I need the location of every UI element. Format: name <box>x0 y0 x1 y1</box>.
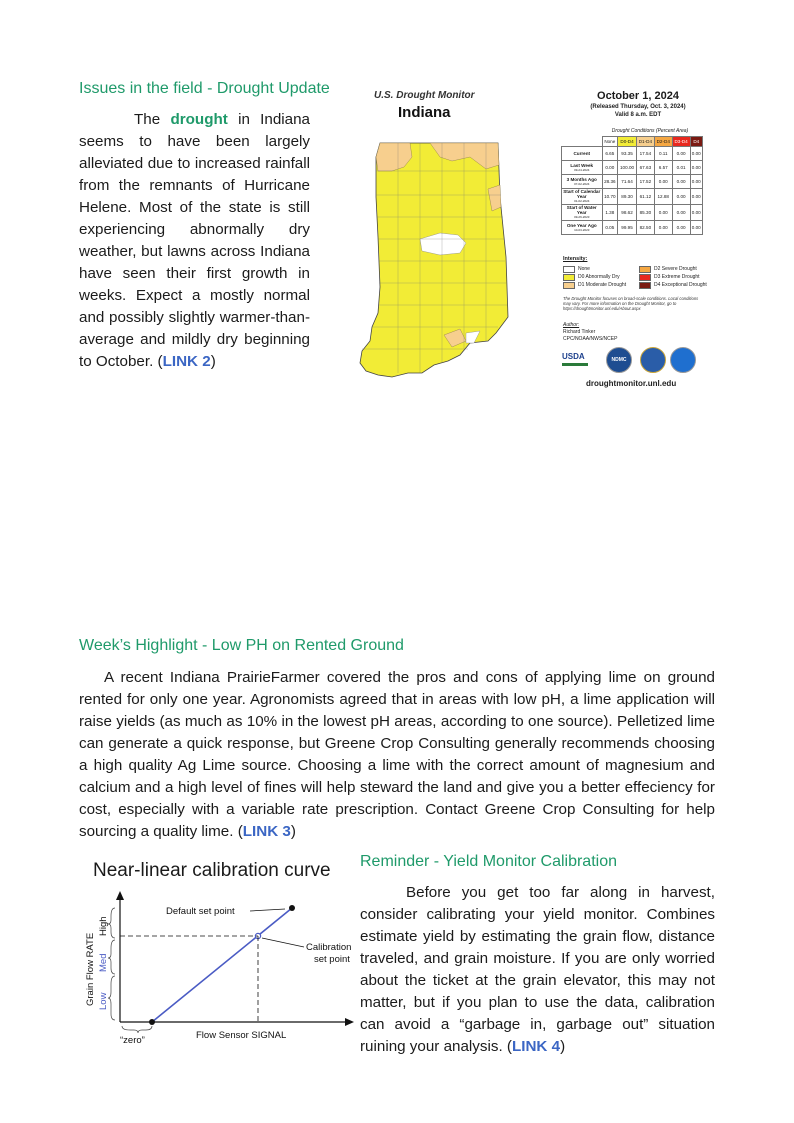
row-label: 3 Months Ago <box>566 176 597 182</box>
high-brace <box>108 908 115 938</box>
intensity-label: Intensity: <box>563 256 588 262</box>
row-label-cell <box>562 175 603 189</box>
table-cell: 6.57 <box>654 161 672 175</box>
table-cell: 0.00 <box>672 221 690 235</box>
calibration-line <box>152 908 292 1022</box>
col-header: D0-D4 <box>618 137 637 147</box>
table-cell: 100.00 <box>618 161 637 175</box>
ndmc-logo: NDMC <box>606 347 632 373</box>
y-axis-title: Grain Flow RATE <box>85 932 96 1006</box>
usda-logo-bar <box>562 363 588 366</box>
drought-monitor-source: U.S. Drought Monitor <box>374 90 475 101</box>
doc-seal-logo <box>640 347 666 373</box>
table-row <box>562 175 703 189</box>
lime-text-end: ) <box>290 823 296 840</box>
col-header: D4 <box>690 137 702 147</box>
table-cell: 0.00 <box>690 175 702 189</box>
table-cell: 99.95 <box>618 221 637 235</box>
yield-monitor-paragraph <box>360 882 715 1058</box>
row-label: Start of Calendar Year <box>563 189 601 199</box>
row-label: Current <box>573 151 591 156</box>
calibration-curve-figure <box>80 850 358 1050</box>
drought-map-released: (Released Thursday, Oct. 3, 2024) <box>590 104 686 110</box>
legend-item <box>639 265 713 273</box>
author-label: Author: <box>563 322 580 328</box>
table-cell: 0.00 <box>690 147 702 161</box>
y-low-label: Low <box>98 992 109 1010</box>
link-2[interactable]: LINK 2 <box>162 353 211 370</box>
legend-label: D4 Exceptional Drought <box>654 282 707 288</box>
drought-map-valid: Valid 8 a.m. EDT <box>614 112 662 118</box>
legend-swatch <box>563 282 575 289</box>
legend-label: None <box>578 266 590 272</box>
legend-label: D3 Extreme Drought <box>654 274 700 280</box>
table-cell: 0.00 <box>672 175 690 189</box>
zero-brace <box>122 1026 152 1033</box>
row-label: Start of Water Year <box>566 205 597 215</box>
row-label-cell <box>562 147 603 161</box>
drought-update-paragraph <box>79 109 310 373</box>
row-date: 09-26-2023 <box>574 215 590 219</box>
drought-legend <box>563 265 713 289</box>
yield-text: Before you get too far along in harvest, consider calibrating your yield monitor. Combines estimate yield by estimating the grain flow, distance traveled, and grain moisture. If you are only worried about the ticket at the grain elevator, this may not matter, but if you plan to use the data, calibration can avoid a “garbage in, garbage out” situation ruining your analysis. ( <box>360 884 715 1055</box>
calibration-label-line1: Calibration <box>306 942 352 953</box>
table-cell: 0.00 <box>654 175 672 189</box>
col-header: D3-D4 <box>672 137 690 147</box>
legend-swatch <box>563 266 575 273</box>
drought-map-state: Indiana <box>398 104 451 121</box>
default-set-point-marker <box>289 905 295 911</box>
table-cell: 89.30 <box>618 189 637 205</box>
table-cell: 0.00 <box>690 161 702 175</box>
drought-update-heading: Issues in the field - Drought Update <box>79 80 330 97</box>
table-cell: 61.12 <box>636 189 654 205</box>
table-cell: 0.00 <box>602 161 618 175</box>
col-header: D1-D4 <box>636 137 654 147</box>
y-axis-arrow <box>116 891 124 900</box>
legend-label: D0 Abnormally Dry <box>578 274 620 280</box>
table-corner <box>562 137 603 147</box>
table-cell: 82.50 <box>636 221 654 235</box>
table-cell: 0.11 <box>654 147 672 161</box>
legend-label: D2 Severe Drought <box>654 266 697 272</box>
table-row <box>562 161 703 175</box>
table-cell: 6.65 <box>602 147 618 161</box>
table-cell: 12.88 <box>654 189 672 205</box>
noaa-logo <box>670 347 696 373</box>
calibration-curve-chart <box>80 850 358 1050</box>
drought-map-date: October 1, 2024 <box>597 90 679 102</box>
table-cell: 0.00 <box>690 205 702 221</box>
table-row <box>562 147 703 161</box>
table-cell: 98.62 <box>618 205 637 221</box>
author-org: CPC/NOAA/NWS/NCEP <box>563 336 618 342</box>
table-cell: 0.00 <box>672 147 690 161</box>
drought-monitor-figure <box>348 82 712 402</box>
table-cell: 0.00 <box>654 221 672 235</box>
y-med-label: Med <box>98 953 109 972</box>
table-cell: 0.00 <box>672 189 690 205</box>
low-brace <box>108 976 115 1020</box>
table-cell: 0.00 <box>690 189 702 205</box>
table-cell: 17.52 <box>636 175 654 189</box>
legend-swatch <box>639 274 651 281</box>
row-label-cell <box>562 161 603 175</box>
table-cell: 0.05 <box>602 221 618 235</box>
legend-item <box>639 273 713 281</box>
table-cell: 0.00 <box>654 205 672 221</box>
default-set-point-label: Default set point <box>166 906 235 917</box>
zero-point <box>149 1019 155 1025</box>
drought-monitor-website: droughtmonitor.unl.edu <box>586 379 677 388</box>
x-axis-title: Flow Sensor SIGNAL <box>196 1030 287 1041</box>
calibration-leader <box>262 938 304 947</box>
legend-item <box>639 281 713 289</box>
table-cell: 0.00 <box>690 221 702 235</box>
legend-label: D1 Moderate Drought <box>578 282 627 288</box>
col-header: None <box>602 137 618 147</box>
row-date: 01-02-2024 <box>574 199 590 203</box>
table-cell: 28.36 <box>602 175 618 189</box>
row-date: 07-02-2024 <box>574 181 590 186</box>
calibration-label-line2: set point <box>314 954 350 965</box>
row-date: 09-24-2024 <box>574 167 590 172</box>
table-cell: 10.70 <box>602 189 618 205</box>
weeks-highlight-paragraph <box>79 667 715 843</box>
usda-logo: USDA <box>562 352 585 361</box>
drought-keyword: drought <box>170 111 228 128</box>
table-cell: 17.54 <box>636 147 654 161</box>
table-cell: 0.01 <box>672 161 690 175</box>
drought-text-start: The <box>134 111 171 128</box>
table-cell: 93.35 <box>618 147 637 161</box>
legend-swatch <box>563 274 575 281</box>
legend-item <box>563 273 639 281</box>
legend-swatch <box>639 282 651 289</box>
yield-text-end: ) <box>560 1038 566 1055</box>
drought-conditions-table <box>561 136 703 235</box>
calibration-figure-title: Near-linear calibration curve <box>93 860 331 881</box>
legend-item <box>563 265 639 273</box>
table-row <box>562 205 703 221</box>
zero-label: “zero” <box>120 1035 145 1046</box>
link-4[interactable]: LINK 4 <box>511 1038 561 1055</box>
row-label-cell <box>562 189 603 205</box>
table-cell: 85.30 <box>636 205 654 221</box>
drought-note: The Drought Monitor focuses on broad-scale conditions. Local conditions may vary. For more information on the Drought Monitor, go to https://droughtmonitor.unl.edu/About.aspx <box>563 296 699 312</box>
table-cell: 1.38 <box>602 205 618 221</box>
legend-swatch <box>639 266 651 273</box>
indiana-drought-map <box>348 137 558 397</box>
drought-text-end: ) <box>210 353 216 370</box>
y-high-label: High <box>98 916 109 936</box>
table-cell: 67.63 <box>636 161 654 175</box>
x-axis-arrow <box>345 1018 354 1026</box>
row-label: Last Week <box>570 162 594 168</box>
drought-text-body: in Indiana seems to have been largely alleviated due to increased rainfall from the remnants of Hurricane Helene. Most of the state is still experiencing abnormally dry weather, but lawns across Indiana have seen their first growth in weeks. Expect a mostly normal and possibly slightly warmer-than-average and mildly dry beginning to October. ( <box>79 111 311 370</box>
table-cell: 71.64 <box>618 175 637 189</box>
table-header-row <box>562 137 703 147</box>
row-label-cell <box>562 205 603 221</box>
col-header: D2-D4 <box>654 137 672 147</box>
table-row <box>562 221 703 235</box>
weeks-highlight-heading: Week’s Highlight - Low PH on Rented Ground <box>79 637 404 654</box>
row-label: One Year Ago <box>566 222 597 228</box>
table-cell: 0.00 <box>672 205 690 221</box>
row-date: 10-03-2023 <box>574 227 590 232</box>
drought-table-caption: Drought Conditions (Percent Area) <box>611 128 689 134</box>
link-3[interactable]: LINK 3 <box>242 823 291 840</box>
table-row <box>562 189 703 205</box>
default-set-point-leader <box>250 909 285 911</box>
yield-monitor-heading: Reminder - Yield Monitor Calibration <box>360 853 617 870</box>
med-brace <box>108 940 115 974</box>
lime-text: A recent Indiana PrairieFarmer covered the pros and cons of applying lime on ground rented for only one year. Agronomists agreed that in areas with low pH, a lime application will raise yields (as much as 10% in the lowest pH areas, according to one source). Pelletized lime can generate a quick response, but Greene Crop Consulting generally recommends choosing a high quality Ag Lime source. Choosing a lime with the correct amount of magnesium and calcium and a high level of fines will help steward the land and give you a better effeciency for cost, especially with a variable rate prescription. Contact Greene Crop Consulting for help sourcing a quality lime. ( <box>79 669 715 840</box>
legend-item <box>563 281 639 289</box>
author-name: Richard Tinker <box>563 329 596 335</box>
row-label-cell <box>562 221 603 235</box>
